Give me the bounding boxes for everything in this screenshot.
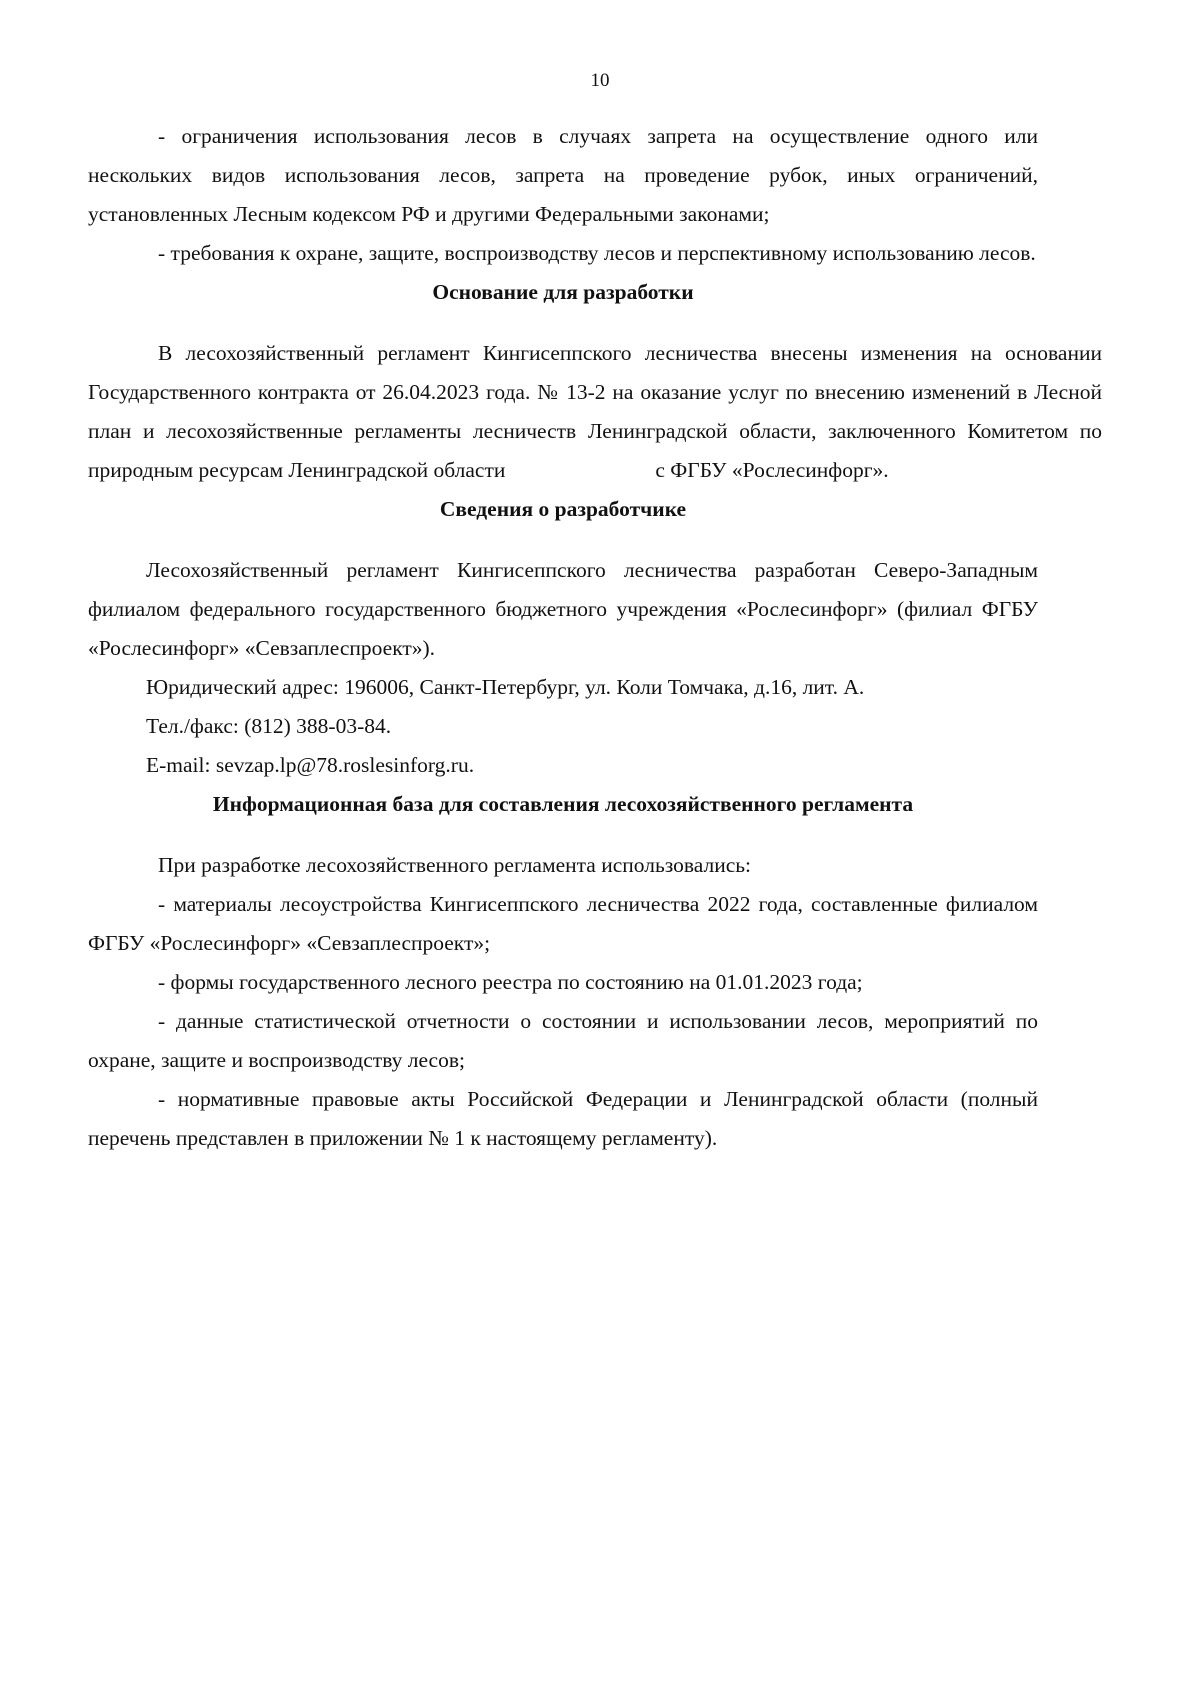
developer-email: E-mail: sevzap.lp@78.roslesinforg.ru. <box>146 753 475 777</box>
page-number: 10 <box>590 70 610 91</box>
paragraph-basis-text: В лесохозяйственный регламент Кингисеппского лесничества внесены изменения на основании Государственного контракта от 26.04.2023 года. № 13-2 на оказание услуг по внесению изменений в Лесной план и лесохозяйственные регламенты лесничеств Ленинградской области, заключенного Комитетом по природным ресурсам Ленинградской области <box>88 341 1102 482</box>
paragraph-used-sources: При разработке лесохозяйственного регламента использовались: <box>158 853 752 877</box>
paragraph-basis <box>88 334 1102 490</box>
paragraph-legal-acts: - нормативные правовые акты Российской Федерации и Ленинградской области (полный перечень представлен в приложении № 1 к настоящему регламенту). <box>88 1087 1038 1150</box>
developer-address: Юридический адрес: 196006, Санкт-Петербург, ул. Коли Томчака, д.16, лит. А. <box>146 675 865 699</box>
paragraph-requirements: - требования к охране, защите, воспроизводству лесов и перспективному использованию лесов. <box>158 241 1036 265</box>
paragraph-basis-end: с ФГБУ «Рослесинфорг». <box>655 458 889 482</box>
developer-phone: Тел./факс: (812) 388-03-84. <box>146 714 392 738</box>
paragraph-statistics: - данные статистической отчетности о состоянии и использовании лесов, мероприятий по охране, защите и воспроизводству лесов; <box>88 1009 1038 1072</box>
heading-developer: Сведения о разработчике <box>439 497 687 521</box>
paragraph-restrictions: - ограничения использования лесов в случаях запрета на осуществление одного или нескольких видов использования лесов, запрета на проведение рубок, иных ограничений, установленных Лесным кодексом РФ и другими Федеральными законами; <box>88 124 1038 226</box>
paragraph-forest-materials: - материалы лесоустройства Кингисеппского лесничества 2022 года, составленные филиалом ФГБУ «Рослесинфорг» «Севзаплеспроект»; <box>88 892 1038 955</box>
paragraph-developer: Лесохозяйственный регламент Кингисеппского лесничества разработан Северо-Западным филиалом федерального государственного бюджетного учреждения «Рослесинфорг» (филиал ФГБУ «Рослесинфорг» «Севзаплеспроект»). <box>88 558 1038 660</box>
heading-basis: Основание для разработки <box>432 280 694 304</box>
paragraph-registry-forms: - формы государственного лесного реестра по состоянию на 01.01.2023 года; <box>158 970 863 994</box>
heading-information-base: Информационная база для составления лесохозяйственного регламента <box>212 792 914 816</box>
document-body <box>88 117 1102 1158</box>
